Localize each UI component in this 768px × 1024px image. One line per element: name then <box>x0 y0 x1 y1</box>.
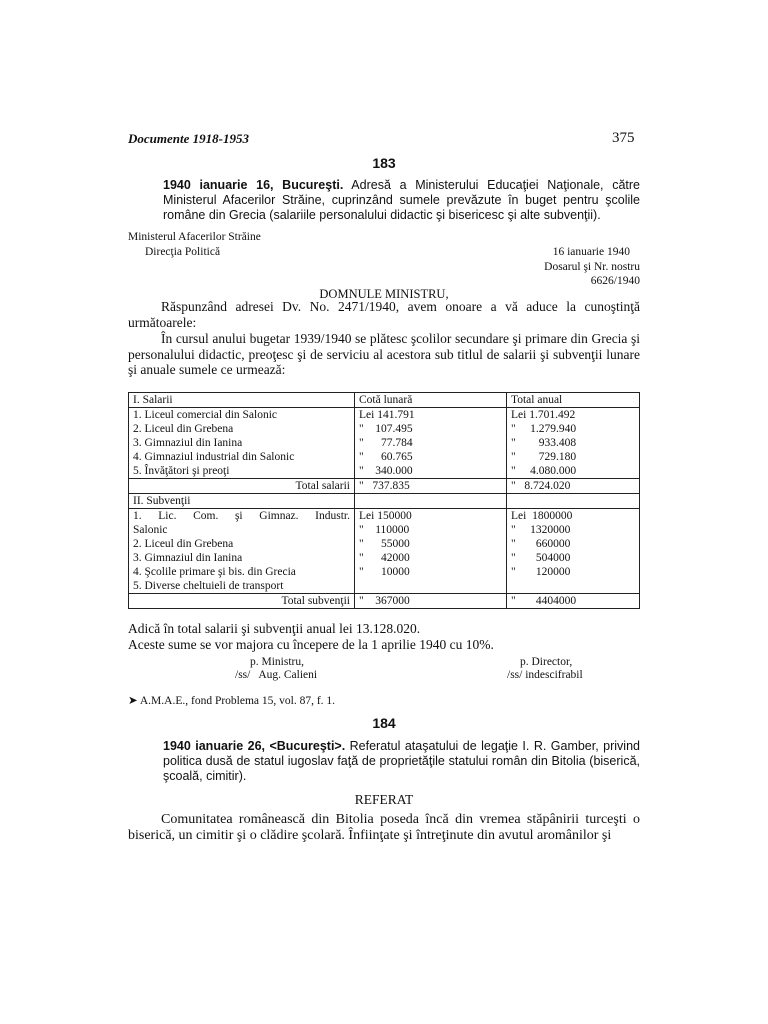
cell-value: " 107.495 <box>359 423 413 435</box>
summary-date-place: 1940 ianuarie 16, Bucureşti. <box>163 178 344 192</box>
list-item: 1. Liceul comercial din Salonic <box>133 409 278 421</box>
list-item-continuation: Salonic <box>133 524 168 536</box>
grand-total-line: Adică în total salarii şi subvenţii anual lei 13.128.020. <box>128 621 421 636</box>
list-item: 5. Învăţători şi preoţi <box>133 465 230 477</box>
paragraph-referat: Comunitatea românească din Bitolia poseda încă din vremea stăpânirii turceşti o biserică, un cimitir şi o clădire şcolară. Înfiinţate şi întreţinute din avutul aromânilor şi <box>128 812 640 843</box>
header-monthly: Cotă lunară <box>355 393 507 408</box>
total-salarii-monthly: " 737.835 <box>355 479 507 494</box>
sender-ministry: Ministerul Afacerilor Străine <box>128 231 261 243</box>
list-item: 5. Diverse cheltuieli de transport <box>133 580 284 592</box>
subventii-title: II. Subvenţii <box>129 494 355 509</box>
header-salarii: I. Salarii <box>129 393 355 408</box>
list-item: 3. Gimnaziul din Ianina <box>133 552 243 564</box>
document-number-184: 184 <box>372 715 396 731</box>
list-item: 2. Liceul din Grebena <box>133 423 234 435</box>
empty-cell <box>507 494 640 509</box>
cell-value: Lei 1800000 <box>511 510 573 522</box>
paragraph-budget: În cursul anului bugetar 1939/1940 se plătesc şcolilor secundare şi primare din Grecia şi personalului didactic, preoţesc şi de serviciu al acestora sub titlul de salarii şi subvenţii lunare şi anuale sumele ce urmează: <box>128 331 640 377</box>
dossier-label: Dosarul şi Nr. nostru <box>544 261 640 273</box>
salarii-monthly <box>355 408 507 479</box>
cell-value: " 120000 <box>511 566 571 578</box>
cell-value: " 42000 <box>359 552 410 564</box>
sender-direction: Direcţia Politică <box>145 246 221 258</box>
archive-source: ➤ A.M.A.E., fond Problema 15, vol. 87, f. 1. <box>128 695 336 707</box>
budget-table <box>128 392 640 609</box>
total-salarii-label: Total salarii <box>129 479 355 494</box>
list-item: 2. Liceul din Grebena <box>133 538 234 550</box>
total-subventii-monthly: " 367000 <box>355 594 507 609</box>
salarii-annual <box>507 408 640 479</box>
salutation: DOMNULE MINISTRU, <box>319 287 449 301</box>
list-item: 4. Şcolile primare şi bis. din Grecia <box>133 566 296 578</box>
list-item: 3. Gimnaziul din Ianina <box>133 437 243 449</box>
signature-left-name: /ss/ Aug. Calieni <box>235 669 318 681</box>
table-row-subventii-title <box>129 494 640 509</box>
document-summary-184 <box>163 739 640 784</box>
empty-cell <box>355 494 507 509</box>
table-row-total-subventii <box>129 594 640 609</box>
cell-value: " 55000 <box>359 538 410 550</box>
list-item: 1. Lic. Com. şi Gimnaz. Industr. <box>133 510 350 522</box>
subventii-items <box>129 509 355 594</box>
cell-value: " 933.408 <box>511 437 577 449</box>
dossier-number: 6626/1940 <box>590 275 640 287</box>
cell-value: " 1320000 <box>511 524 571 536</box>
total-subventii-label: Total subvenţii <box>129 594 355 609</box>
table-row-salarii <box>129 408 640 479</box>
cell-value: Lei 150000 <box>359 510 412 522</box>
subventii-monthly <box>355 509 507 594</box>
table-row-subventii <box>129 509 640 594</box>
signature-right-title: p. Director, <box>520 656 573 668</box>
total-subventii-annual: " 4404000 <box>507 594 640 609</box>
summary-text: Adresă a Ministerului Educaţiei Naţionale, către Ministerul Afacerilor Străine, cuprinzând sumele prevăzute în buget pentru şcolile române din Grecia (salariile personalului didactic şi bisericesc şi alte subvenţii). <box>163 178 641 222</box>
cell-value: " 660000 <box>511 538 571 550</box>
document-number-183: 183 <box>372 155 396 171</box>
table-header-row <box>129 393 640 408</box>
cell-value: " 340.000 <box>359 465 413 477</box>
summary-date-place: 1940 ianuarie 26, <Bucureşti>. <box>163 739 346 753</box>
cell-value: " 60.765 <box>359 451 413 463</box>
paragraph-intro: Răspunzând adresei Dv. No. 2471/1940, avem onoare a vă aduce la cunoştinţă următoarele: <box>128 299 640 330</box>
cell-value: " 77.784 <box>359 437 413 449</box>
header-annual: Total anual <box>507 393 640 408</box>
cell-value: " 504000 <box>511 552 571 564</box>
cell-value: Lei 1.701.492 <box>511 409 576 421</box>
summary-text: Referatul ataşatului de legaţie I. R. Gamber, privind politica dusă de statul iugoslav faţă de proprietăţile statului român din Bitolia (biserică, şcoală, cimitir). <box>163 739 640 783</box>
signature-right-name: /ss/ indescifrabil <box>507 669 583 681</box>
cell-value: " 4.080.000 <box>511 465 577 477</box>
salarii-items <box>129 408 355 479</box>
cell-value: Lei 141.791 <box>359 409 415 421</box>
document-summary-183 <box>163 178 640 223</box>
list-item: 4. Gimnaziul industrial din Salonic <box>133 451 295 463</box>
increase-line: Aceste sume se vor majora cu începere de la 1 aprilie 1940 cu 10%. <box>128 637 494 652</box>
page-number: 375 <box>612 130 635 146</box>
total-salarii-annual: " 8.724.020 <box>507 479 640 494</box>
cell-value: " 110000 <box>359 524 410 536</box>
cell-value: " 1.279.940 <box>511 423 577 435</box>
table-row-total-salarii <box>129 479 640 494</box>
running-header-title: Documente 1918-1953 <box>128 131 249 146</box>
subventii-annual <box>507 509 640 594</box>
signature-left-title: p. Ministru, <box>250 656 304 668</box>
referat-heading: REFERAT <box>354 792 414 807</box>
letter-date: 16 ianuarie 1940 <box>552 246 630 258</box>
cell-value: " 10000 <box>359 566 410 578</box>
cell-value: " 729.180 <box>511 451 577 463</box>
